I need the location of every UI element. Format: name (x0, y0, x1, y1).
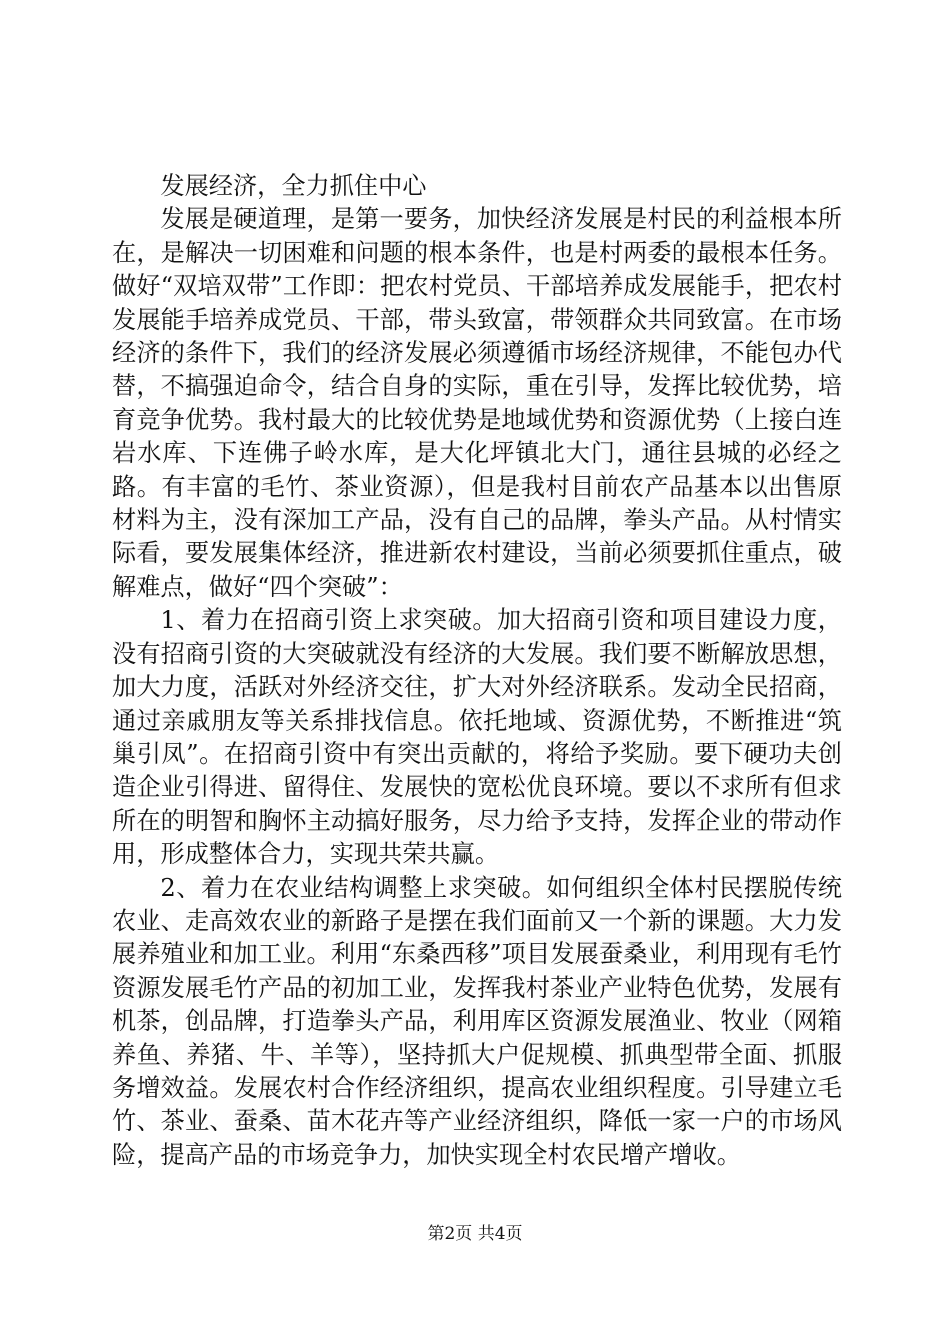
section-heading: 发展经济，全力抓住中心 (160, 172, 427, 200)
paragraph-development: 发展是硬道理，是第一要务，加快经济发展是村民的利益根本所在，是解决一切困难和问题的根本条件，也是村两委的最根本任务。做好“双培双带”工作即：把农村党员、干部培养成发展能手，把农村发展能手培养成党员、干部，带头致富，带领群众共同致富。在市场经济的条件下，我们的经济发展必须遵循市场经济规律，不能包办代替，不搞强迫命令，结合自身的实际，重在引导，发挥比较优势，培育竞争优势。我村最大的比较优势是地域优势和资源优势（上接白连岩水库、下连佛子岭水库，是大化坪镇北大门，通往县城的必经之路。有丰富的毛竹、茶业资源），但是我村目前农产品基本以出售原材料为主，没有深加工产品，没有自己的品牌，拳头产品。从村情实际看，要发展集体经济，推进新农村建设，当前必须要抓住重点，破解难点，做好“四个突破”： (112, 205, 842, 601)
paragraph-agriculture: 2、着力在农业结构调整上求突破。如何组织全体村民摆脱传统农业、走高效农业的新路子是摆在我们面前又一个新的课题。大力发展养殖业和加工业。利用“东桑西移”项目发展蚕桑业，利用现有毛竹资源发展毛竹产品的初加工业，发挥我村茶业产业特色优势，发展有机茶，创品牌，打造拳头产品，利用库区资源发展渔业、牧业（网箱养鱼、养猪、牛、羊等），坚持抓大户促规模、抓典型带全面、抓服务增效益。发展农村合作经济组织，提高农业组织程度。引导建立毛竹、茶业、蚕桑、苗木花卉等产业经济组织，降低一家一户的市场风险，提高产品的市场竞争力，加快实现全村农民增产增收。 (112, 873, 842, 1169)
page-number-footer: 第2页 共4页 (427, 1224, 523, 1244)
document-body (112, 170, 842, 1172)
paragraph-investment: 1、着力在招商引资上求突破。加大招商引资和项目建设力度，没有招商引资的大突破就没有经济的大发展。我们要不断解放思想，加大力度，活跃对外经济交往，扩大对外经济联系。发动全民招商，通过亲戚朋友等关系排找信息。依托地域、资源优势，不断推进“筑巢引凤”。在招商引资中有突出贡献的，将给予奖励。要下硬功夫创造企业引得进、留得住、发展快的宽松优良环境。要以不求所有但求所在的明智和胸怀主动搞好服务，尽力给予支持，发挥企业的带动作用，形成整体合力，实现共荣共赢。 (112, 606, 842, 869)
